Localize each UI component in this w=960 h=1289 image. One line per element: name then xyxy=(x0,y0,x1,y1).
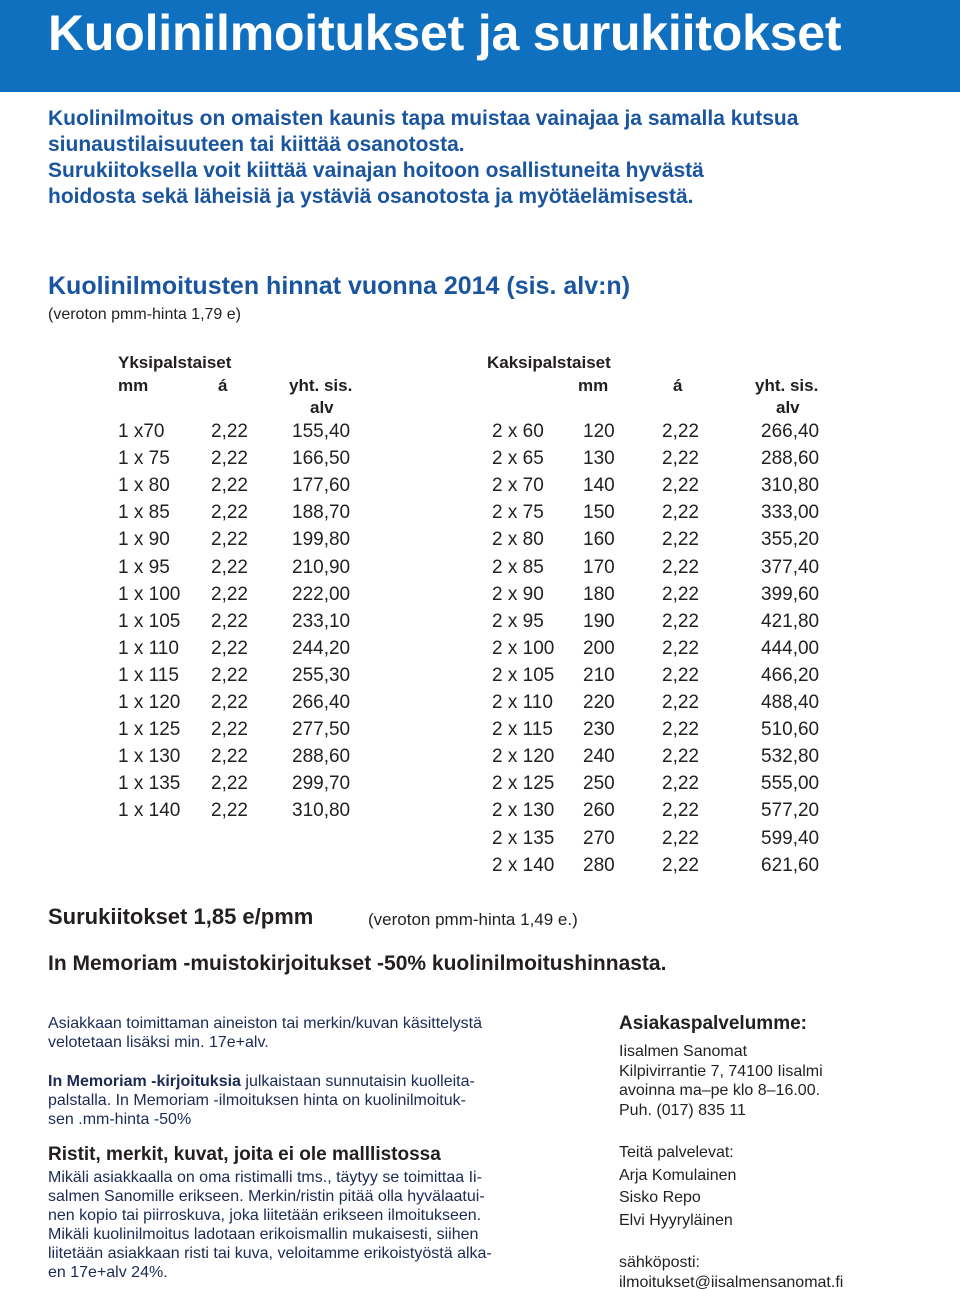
staff-member: Sisko Repo xyxy=(619,1189,701,1206)
double-size-cell: 2 x 60 xyxy=(492,421,544,442)
double-unit-price-cell: 2,22 xyxy=(662,664,699,686)
cross-section-text xyxy=(48,1168,558,1282)
surukiitokset-note: (veroton pmm-hinta 1,49 e.) xyxy=(368,910,578,929)
note-line: palstalla. In Memoriam -ilmoituksen hinta on kuolinilmoituk- xyxy=(48,1092,466,1109)
double-unit-price-cell: 2,22 xyxy=(662,773,699,795)
in-memoriam-discount: In Memoriam -muistokirjoitukset -50% kuolinilmoitushinnasta. xyxy=(48,952,667,975)
double-total-cell: 510,60 xyxy=(761,719,820,741)
single-mm-cell: 1 x 75 xyxy=(118,448,170,470)
double-unit-price-cell: 2,22 xyxy=(662,719,699,741)
double-unit-price-cell: 2,22 xyxy=(662,692,699,713)
staff-list xyxy=(619,1143,736,1230)
double-mm-cell: 250 xyxy=(583,773,615,795)
double-mm-cell: 130 xyxy=(583,448,615,470)
double-size-cell: 2 x 105 xyxy=(492,664,555,686)
prices-heading: Kuolinilmoitusten hinnat vuonna 2014 (sis. alv:n) xyxy=(48,272,631,300)
single-total-cell: 233,10 xyxy=(292,610,351,632)
note-line: liitetään asiakkaan risti tai kuva, veloitamme erikoistyöstä alka- xyxy=(48,1245,492,1262)
single-mm-cell: 1 x 135 xyxy=(118,773,181,795)
note-line: salmen Sanomille erikseen. Merkin/ristin pitää olla hyvälaatui- xyxy=(48,1188,485,1205)
double-unit-price-cell: 2,22 xyxy=(662,529,699,551)
double-unit-price-cell: 2,22 xyxy=(662,475,699,497)
material-handling-note xyxy=(48,1014,558,1052)
double-mm-cell: 280 xyxy=(583,854,615,876)
double-total-cell: 310,80 xyxy=(761,475,820,497)
single-mm-cell: 1 x70 xyxy=(118,421,165,442)
double-total-cell: 555,00 xyxy=(761,773,820,795)
single-mm-cell: 1 x 110 xyxy=(118,637,179,659)
single-unit-price-cell: 2,22 xyxy=(211,800,248,822)
single-unit-price-cell: 2,22 xyxy=(211,692,248,713)
single-total-cell: 166,50 xyxy=(292,448,351,470)
note-line: en 17e+alv 24%. xyxy=(48,1264,168,1281)
double-mm-cell: 170 xyxy=(583,556,615,578)
surukiitokset-price: Surukiitokset 1,85 e/pmm xyxy=(48,904,314,929)
single-unit-price-cell: 2,22 xyxy=(211,421,248,442)
double-total-cell: 421,80 xyxy=(761,610,820,632)
double-total-cell: 621,60 xyxy=(761,854,820,876)
intro-text xyxy=(48,106,918,210)
double-total-cell: 532,80 xyxy=(761,746,820,768)
note-line: Mikäli kuolinilmoitus ladotaan erikoismallin mukaisesti, siihen xyxy=(48,1226,479,1243)
single-header-mm: mm xyxy=(118,376,149,395)
single-mm-cell: 1 x 140 xyxy=(118,800,181,822)
single-unit-price-cell: 2,22 xyxy=(211,583,248,605)
note-text: julkaistaan sunnutaisin kuolleita- xyxy=(240,1073,475,1090)
email-link[interactable]: ilmoitukset@iisalmensanomat.fi xyxy=(619,1273,844,1289)
single-unit-price-cell: 2,22 xyxy=(211,773,248,795)
double-unit-price-cell: 2,22 xyxy=(662,583,699,605)
single-unit-price-cell: 2,22 xyxy=(211,448,248,470)
double-mm-cell: 120 xyxy=(583,421,615,442)
single-unit-price-cell: 2,22 xyxy=(211,529,248,551)
double-size-cell: 2 x 140 xyxy=(492,854,555,876)
double-size-cell: 2 x 85 xyxy=(492,556,544,578)
single-total-cell: 266,40 xyxy=(292,692,351,713)
single-header-vat: alv xyxy=(310,398,334,417)
double-mm-cell: 230 xyxy=(583,719,615,741)
double-size-cell: 2 x 120 xyxy=(492,746,555,768)
single-mm-cell: 1 x 120 xyxy=(118,692,181,713)
intro-line: siunaustilaisuuteen tai kiittää osanotosta. xyxy=(48,133,465,156)
email-label: sähköposti: xyxy=(619,1254,700,1271)
double-mm-cell: 270 xyxy=(583,827,615,849)
double-size-cell: 2 x 135 xyxy=(492,827,555,849)
double-size-cell: 2 x 130 xyxy=(492,800,555,822)
double-unit-price-cell: 2,22 xyxy=(662,854,699,876)
address-line: avoinna ma–pe klo 8–16.00. xyxy=(619,1082,821,1099)
double-mm-cell: 140 xyxy=(583,475,615,497)
double-mm-cell: 200 xyxy=(583,637,615,659)
double-mm-cell: 210 xyxy=(583,664,615,686)
double-total-cell: 377,40 xyxy=(761,556,820,578)
double-mm-cell: 190 xyxy=(583,610,615,632)
double-total-cell: 599,40 xyxy=(761,827,820,849)
double-header-vat: alv xyxy=(776,398,800,417)
in-memoriam-bold: In Memoriam -kirjoituksia xyxy=(48,1073,241,1090)
single-total-cell: 255,30 xyxy=(292,664,351,686)
page-title: Kuolinilmoitukset ja surukiitokset xyxy=(48,5,842,61)
double-size-cell: 2 x 80 xyxy=(492,529,544,551)
single-unit-price-cell: 2,22 xyxy=(211,664,248,686)
double-unit-price-cell: 2,22 xyxy=(662,502,699,524)
single-unit-price-cell: 2,22 xyxy=(211,475,248,497)
single-header-unit: á xyxy=(218,376,228,395)
double-unit-price-cell: 2,22 xyxy=(662,448,699,470)
double-size-cell: 2 x 100 xyxy=(492,637,555,659)
single-mm-cell: 1 x 105 xyxy=(118,610,181,632)
double-table-title: Kaksipalstaiset xyxy=(487,353,611,372)
single-total-cell: 210,90 xyxy=(292,556,351,578)
double-total-cell: 488,40 xyxy=(761,692,820,713)
in-memoriam-note xyxy=(48,1072,558,1129)
double-size-cell: 2 x 110 xyxy=(492,692,553,713)
double-unit-price-cell: 2,22 xyxy=(662,421,699,442)
note-line: nen kopio tai piirroskuva, joka liitetään erikseen ilmoitukseen. xyxy=(48,1207,482,1224)
single-unit-price-cell: 2,22 xyxy=(211,637,248,659)
address-line: Iisalmen Sanomat xyxy=(619,1043,748,1060)
double-total-cell: 288,60 xyxy=(761,448,820,470)
address-line: Puh. (017) 835 11 xyxy=(619,1101,746,1119)
double-unit-price-cell: 2,22 xyxy=(662,827,699,849)
double-unit-price-cell: 2,22 xyxy=(662,800,699,822)
double-total-cell: 444,00 xyxy=(761,637,820,659)
double-unit-price-cell: 2,22 xyxy=(662,746,699,768)
note-line: sen .mm-hinta -50% xyxy=(48,1111,192,1128)
single-total-cell: 155,40 xyxy=(292,421,351,442)
prices-subheading: (veroton pmm-hinta 1,79 e) xyxy=(48,306,241,323)
single-mm-cell: 1 x 95 xyxy=(118,556,170,578)
single-total-cell: 222,00 xyxy=(292,583,351,605)
single-mm-cell: 1 x 85 xyxy=(118,502,170,524)
double-mm-cell: 150 xyxy=(583,502,615,524)
single-unit-price-cell: 2,22 xyxy=(211,556,248,578)
single-total-cell: 177,60 xyxy=(292,475,351,497)
single-total-cell: 188,70 xyxy=(292,502,351,524)
single-mm-cell: 1 x 90 xyxy=(118,529,170,551)
email-contact xyxy=(619,1253,843,1289)
double-size-cell: 2 x 65 xyxy=(492,448,544,470)
header-banner xyxy=(0,0,960,92)
single-header-total: yht. sis. xyxy=(289,376,353,395)
double-total-cell: 266,40 xyxy=(761,421,820,442)
single-total-cell: 199,80 xyxy=(292,529,351,551)
note-line: Asiakkaan toimittaman aineiston tai merkin/kuvan käsittelystä xyxy=(48,1015,482,1032)
double-unit-price-cell: 2,22 xyxy=(662,637,699,659)
single-total-cell: 299,70 xyxy=(292,773,351,795)
double-mm-cell: 240 xyxy=(583,746,615,768)
double-mm-cell: 160 xyxy=(583,529,615,551)
intro-line: Surukiitoksella voit kiittää vainajan hoitoon osallistuneita hyvästä xyxy=(48,159,704,182)
single-unit-price-cell: 2,22 xyxy=(211,502,248,524)
double-total-cell: 333,00 xyxy=(761,502,820,524)
double-size-cell: 2 x 115 xyxy=(492,719,553,741)
single-mm-cell: 1 x 80 xyxy=(118,475,170,497)
customer-service-address xyxy=(619,1042,823,1120)
single-mm-cell: 1 x 115 xyxy=(118,664,179,686)
double-size-cell: 2 x 70 xyxy=(492,475,544,497)
note-line xyxy=(48,1072,558,1091)
double-unit-price-cell: 2,22 xyxy=(662,556,699,578)
single-total-cell: 288,60 xyxy=(292,746,351,768)
note-line: velotetaan lisäksi min. 17e+alv. xyxy=(48,1034,269,1051)
single-total-cell: 277,50 xyxy=(292,719,351,741)
single-mm-cell: 1 x 125 xyxy=(118,719,181,741)
double-total-cell: 399,60 xyxy=(761,583,820,605)
address-line: Kilpivirrantie 7, 74100 Iisalmi xyxy=(619,1062,823,1080)
double-total-cell: 466,20 xyxy=(761,664,820,686)
double-size-cell: 2 x 125 xyxy=(492,773,555,795)
double-unit-price-cell: 2,22 xyxy=(662,610,699,632)
single-unit-price-cell: 2,22 xyxy=(211,610,248,632)
intro-line: Kuolinilmoitus on omaisten kaunis tapa muistaa vainajaa ja samalla kutsua xyxy=(48,107,799,130)
double-size-cell: 2 x 95 xyxy=(492,610,544,632)
double-mm-cell: 220 xyxy=(583,692,615,713)
single-unit-price-cell: 2,22 xyxy=(211,746,248,768)
double-size-cell: 2 x 75 xyxy=(492,502,544,524)
double-header-mm: mm xyxy=(578,376,609,395)
single-total-cell: 310,80 xyxy=(292,800,351,822)
customer-service-title: Asiakaspalvelumme: xyxy=(619,1013,807,1034)
double-mm-cell: 260 xyxy=(583,800,615,822)
double-size-cell: 2 x 90 xyxy=(492,583,544,605)
single-mm-cell: 1 x 100 xyxy=(118,583,181,605)
double-total-cell: 355,20 xyxy=(761,529,820,551)
single-total-cell: 244,20 xyxy=(292,637,351,659)
single-table-title: Yksipalstaiset xyxy=(118,353,232,372)
intro-line: hoidosta sekä läheisiä ja ystäviä osanotosta ja myötäelämisestä. xyxy=(48,185,694,208)
cross-section-title: Ristit, merkit, kuvat, joita ei ole malllistossa xyxy=(48,1144,441,1165)
single-mm-cell: 1 x 130 xyxy=(118,746,181,768)
staff-title: Teitä palvelevat: xyxy=(619,1144,734,1161)
double-header-unit: á xyxy=(673,376,683,395)
double-header-total: yht. sis. xyxy=(755,376,819,395)
note-line: Mikäli asiakkaalla on oma ristimalli tms., täytyy se toimittaa Ii- xyxy=(48,1169,482,1186)
double-mm-cell: 180 xyxy=(583,583,615,605)
double-total-cell: 577,20 xyxy=(761,800,820,822)
staff-member: Arja Komulainen xyxy=(619,1166,737,1184)
staff-member: Elvi Hyyryläinen xyxy=(619,1211,733,1229)
single-unit-price-cell: 2,22 xyxy=(211,719,248,741)
